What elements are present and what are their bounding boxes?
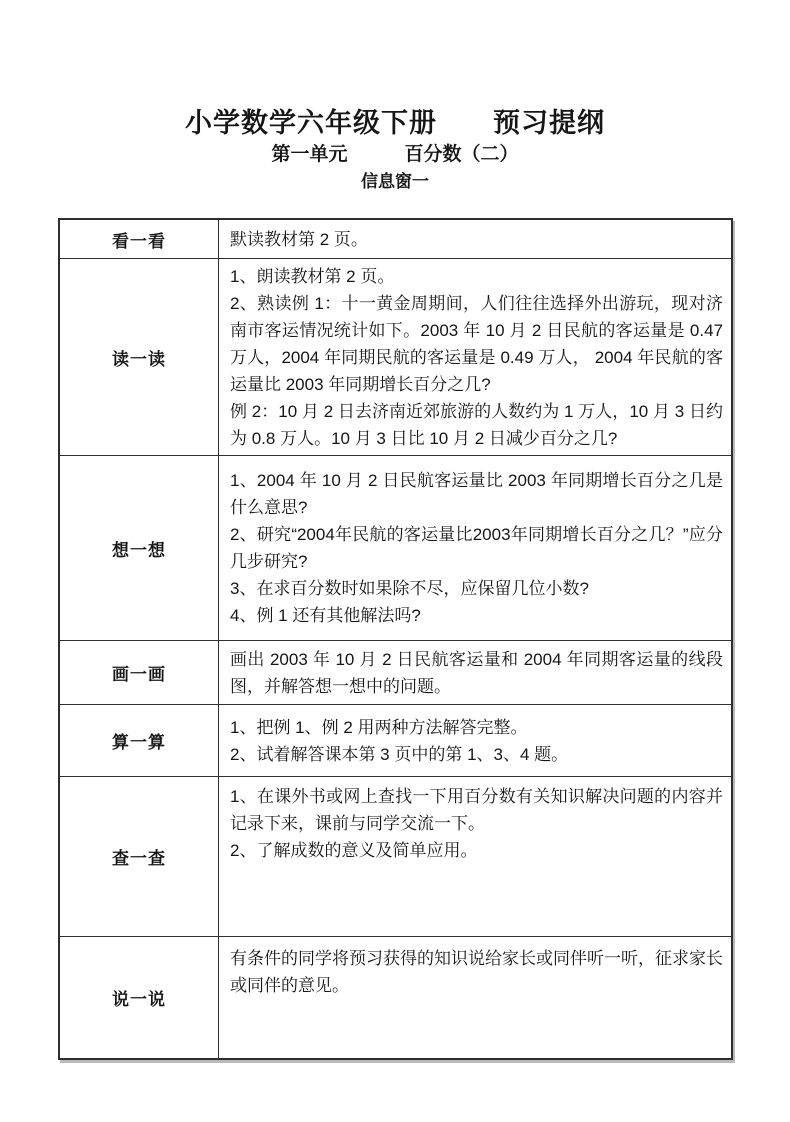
table-row (59, 456, 732, 641)
content-paragraph: 4、例 1 还有其他解法吗? (230, 606, 421, 625)
content-paragraph: 2、熟读例 1：十一黄金周期间，人们往往选择外出游玩，现对济南市客运情况统计如下。2003 年 10 月 2 日民航的客运量是 0.47 万人，2004 年同期民航的客运量是 0.49 万人， 2004 年民航的客运量比 2003 年同期增长百分之几? (230, 293, 723, 394)
row-label: 读一读 (59, 259, 219, 456)
content-paragraph: 2、了解成数的意义及简单应用。 (230, 841, 478, 860)
table-row (59, 641, 732, 705)
info-window-subtitle: 信息窗一 (361, 172, 429, 191)
row-content (219, 777, 733, 937)
table-row (59, 937, 732, 1060)
content-paragraph: 1、把例 1、例 2 用两种方法解答完整。 (230, 717, 528, 737)
content-paragraph: 3、在求百分数时如果除不尽，应保留几位小数? (230, 579, 589, 598)
content-paragraph: 画出 2003 年 10 月 2 日民航客运量和 2004 年同期客运量的线段图，并解答想一想中的问题。 (230, 649, 723, 696)
table-row (59, 259, 732, 456)
row-content (219, 641, 733, 705)
table-row (59, 705, 732, 777)
row-label: 说一说 (59, 937, 219, 1060)
table-row (59, 219, 732, 259)
content-paragraph: 1、2004 年 10 月 2 日民航客运量比 2003 年同期增长百分之几是什么意思? (230, 471, 723, 517)
preview-outline-table (58, 218, 733, 1060)
row-content (219, 705, 733, 777)
row-label: 想一想 (59, 456, 219, 641)
row-content (219, 937, 733, 1060)
row-label: 算一算 (59, 705, 219, 777)
row-label: 画一画 (59, 641, 219, 705)
content-paragraph: 1、在课外书或网上查找一下用百分数有关知识解决问题的内容并记录下来，课前与同学交流一下。 (230, 787, 723, 833)
row-label: 查一查 (59, 777, 219, 937)
row-content (219, 456, 733, 641)
row-content (219, 219, 733, 259)
document-header (0, 106, 790, 194)
content-paragraph: 1、朗读教材第 2 页。 (230, 266, 395, 286)
content-paragraph: 2、研究“2004年民航的客运量比2003年同期增长百分之几？”应分几步研究? (230, 525, 723, 571)
content-paragraph: 例 2：10 月 2 日去济南近郊旅游的人数约为 1 万人，10 月 3 日约为 0.8 万人。10 月 3 日比 10 月 2 日减少百分之几? (230, 401, 723, 448)
prep-table-body (59, 219, 732, 1059)
content-paragraph: 默读教材第 2 页。 (230, 229, 368, 249)
row-label: 看一看 (59, 219, 219, 259)
page-title: 小学数学六年级下册 预习提纲 (185, 108, 605, 138)
table-row (59, 777, 732, 937)
content-paragraph: 有条件的同学将预习获得的知识说给家长或同伴听一听，征求家长或同伴的意见。 (230, 949, 723, 995)
content-paragraph: 2、试着解答课本第 3 页中的第 1、3、4 题。 (230, 744, 569, 764)
unit-subtitle: 第一单元 百分数（二） (271, 144, 519, 165)
row-content (219, 259, 733, 456)
